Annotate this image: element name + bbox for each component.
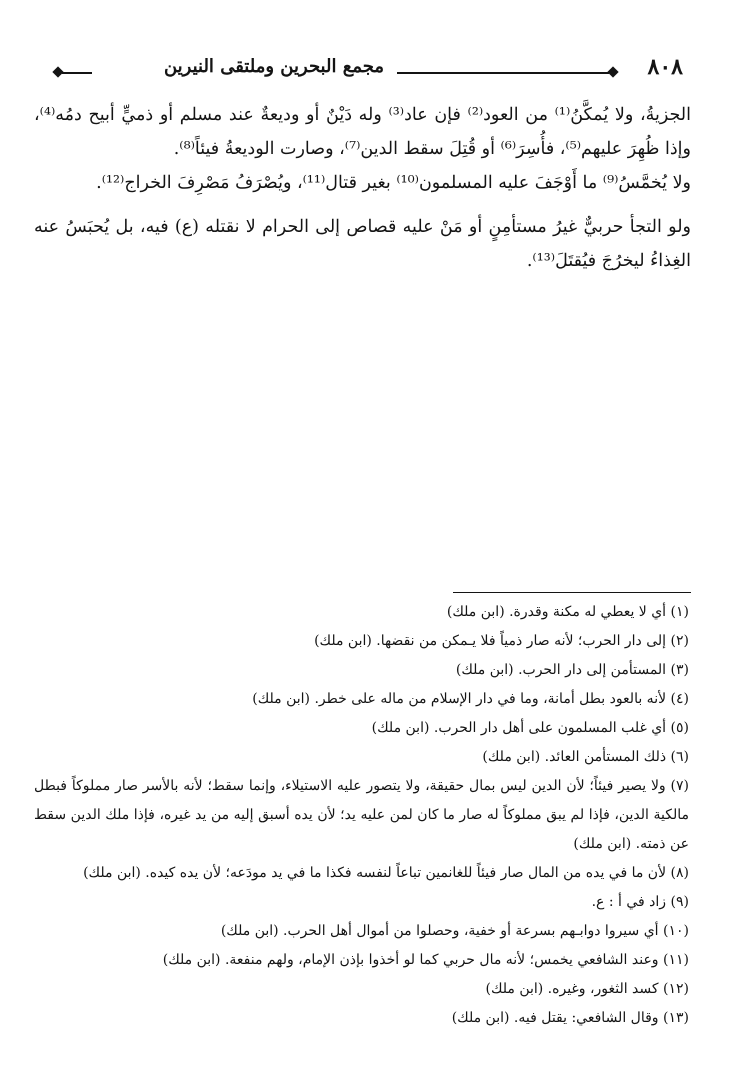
footnote-text: لأنه بالعود بطل أمانة، وما في دار الإسلام من ماله على خطر. (ابن ملك) bbox=[252, 691, 667, 707]
footnote-text: إلى دار الحرب؛ لأنه صار ذمياً فلا يـمكن من نقضها. (ابن ملك) bbox=[314, 633, 667, 649]
footnote bbox=[34, 975, 689, 1004]
footnote-text: أي سيروا دوابـهم بسرعة أو خفية، وحصلوا من أموال أهل الحرب. (ابن ملك) bbox=[220, 923, 659, 939]
footnote-number: (١٢) bbox=[663, 981, 689, 997]
footnote-number: (٥) bbox=[670, 720, 689, 736]
footnote bbox=[34, 714, 689, 743]
footnote-number: (٨) bbox=[670, 865, 689, 881]
paragraph: الجزيةُ، ولا يُمكَّنُ⁽¹⁾ من العود⁽²⁾ فإن عاد⁽³⁾ وله دَيْنٌ أو وديعةٌ عند مسلم أو ذميٍّ أبيح دمُه⁽⁴⁾، وإذا ظُهِرَ عليهم⁽⁵⁾، فأُسِرَ⁽⁶⁾ أو قُتِلَ سقط الدين⁽⁷⁾، وصارت الوديعةُ فيئاً⁽⁸⁾. bbox=[34, 105, 691, 159]
footnote bbox=[34, 627, 689, 656]
footnote-number: (٧) bbox=[670, 778, 689, 794]
header-rule bbox=[62, 72, 92, 74]
header-rule bbox=[397, 72, 609, 74]
footnote-number: (٢) bbox=[670, 633, 689, 649]
footnotes bbox=[34, 598, 689, 1033]
footnote bbox=[34, 772, 689, 859]
footnote-number: (١) bbox=[670, 604, 689, 620]
footnote-text: ذلك المستأمن العائد. (ابن ملك) bbox=[482, 749, 667, 765]
footnote bbox=[34, 917, 689, 946]
diamond-ornament-icon bbox=[607, 66, 618, 77]
footnote-text: أي لا يعطي له مكنة وقدرة. (ابن ملك) bbox=[446, 604, 667, 620]
footnote bbox=[34, 1004, 689, 1033]
footnote bbox=[34, 946, 689, 975]
footnote-separator bbox=[453, 592, 691, 593]
footnote-number: (٣) bbox=[670, 662, 689, 678]
footnote-text: وقال الشافعي: يقتل فيه. (ابن ملك) bbox=[451, 1010, 659, 1026]
footnote-number: (١٣) bbox=[663, 1010, 689, 1026]
footnote-text: كسد الثغور، وغيره. (ابن ملك) bbox=[485, 981, 659, 997]
running-header bbox=[40, 52, 709, 92]
footnote-number: (٩) bbox=[670, 894, 689, 910]
footnote-number: (٦) bbox=[670, 749, 689, 765]
footnote-text: المستأمن إلى دار الحرب. (ابن ملك) bbox=[455, 662, 667, 678]
book-title: مجمع البحرين وملتقى النيرين bbox=[163, 56, 384, 77]
footnote bbox=[34, 859, 689, 888]
paragraph: ولو التجأ حربيٌّ غيرُ مستأمِنٍ أو مَنْ عليه قصاص إلى الحرام لا نقتله (ع) فيه، بل يُحبَسُ عنه الغِذاءُ ليخرُجَ فيُقتَلَ⁽¹³⁾. bbox=[34, 217, 691, 271]
footnote bbox=[34, 598, 689, 627]
footnote-number: (٤) bbox=[670, 691, 689, 707]
page-number: ٨٠٨ bbox=[647, 54, 683, 80]
footnote-text: وعند الشافعي يخمس؛ لأنه مال حربي كما لو أخذوا بإذن الإمام، ولهم منفعة. (ابن ملك) bbox=[162, 952, 659, 968]
footnote bbox=[34, 656, 689, 685]
footnote bbox=[34, 743, 689, 772]
footnote-text: لأن ما في يده من المال صار فيئاً للغانمين تباعاً لنفسه فكذا ما في يد مودَعه؛ لأن يده كيده. (ابن ملك) bbox=[83, 865, 667, 881]
main-text bbox=[34, 98, 691, 278]
footnote-text: أي غلب المسلمون على أهل دار الحرب. (ابن ملك) bbox=[371, 720, 667, 736]
footnote-text: ولا يصير فيئاً؛ لأن الدين ليس بمال حقيقة، ولا يتصور عليه الاستيلاء، وإنما سقط؛ لأنه بالأسر صار مملوكاً فبطل مالكية الدين، فإذا لم يبق مملوكاً له صار ما كان لمن عليه يد؛ لأن يده أسبق إليه من يد غيره، فإذا ملك الدين سقط عن ذمته. (ابن ملك) bbox=[34, 778, 689, 852]
footnote-number: (١٠) bbox=[663, 923, 689, 939]
diamond-ornament-icon bbox=[52, 66, 63, 77]
footnote bbox=[34, 685, 689, 714]
paragraph: ولا يُخمَّسُ⁽⁹⁾ ما أَوْجَفَ عليه المسلمون⁽¹⁰⁾ بغير قتال⁽¹¹⁾، ويُصْرَفُ مَصْرِفَ الخراج⁽¹²⁾. bbox=[96, 173, 691, 193]
footnote-text: زاد في أ : ع. bbox=[591, 894, 667, 910]
footnote bbox=[34, 888, 689, 917]
footnote-number: (١١) bbox=[663, 952, 689, 968]
